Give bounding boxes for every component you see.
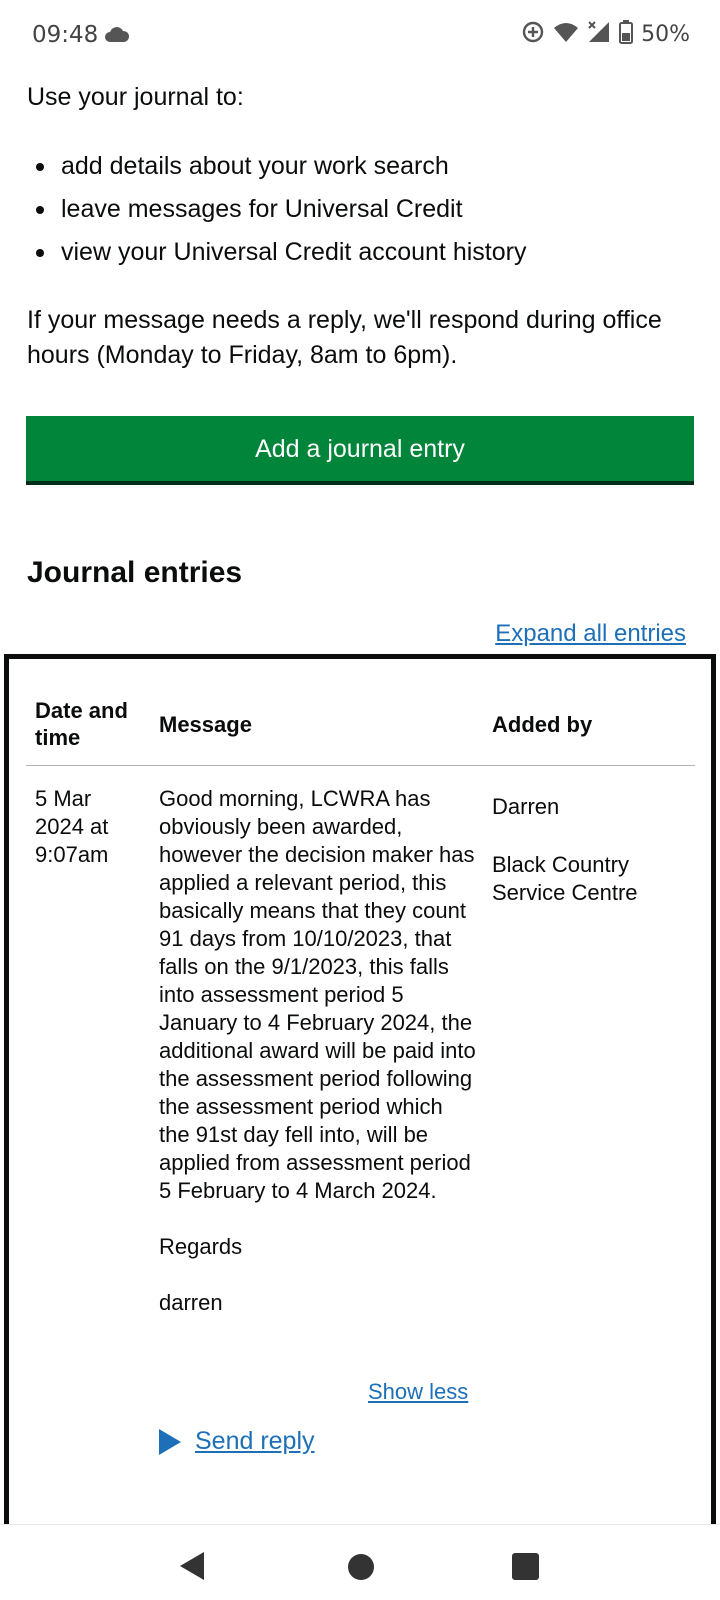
navigation-bar — [0, 1524, 720, 1600]
column-header-date: Date and time — [35, 698, 128, 750]
header-divider — [26, 765, 695, 766]
expand-all-entries-link[interactable]: Expand all entries — [495, 620, 686, 647]
recent-apps-icon[interactable] — [512, 1553, 539, 1580]
message-regards: Regards — [159, 1234, 243, 1259]
back-icon[interactable] — [180, 1552, 204, 1580]
status-bar — [0, 0, 720, 70]
office-hours-text: If your message needs a reply, we'll respond during office hours (Monday to Friday, 8am to 6pm). — [27, 306, 662, 369]
column-header-added-by: Added by — [492, 712, 593, 737]
added-by-name: Darren — [492, 794, 560, 819]
battery-percent: 50% — [641, 22, 690, 47]
list-item: add details about your work search — [27, 148, 697, 191]
show-less-link[interactable]: Show less — [368, 1379, 469, 1404]
cloud-icon — [104, 25, 130, 48]
message-body: Good morning, LCWRA has obviously been awarded, however the decision maker has applied a relevant period, this basically means that they count 91 days from 10/10/2023, that falls on the 9/1/2023, this falls into assessment period 5 January to 4 February 2024, the additional award will be paid into the assessment period following the assessment period which the 91st day fell into, will be applied from assessment period 5 February to 4 March 2024. — [159, 786, 476, 1203]
message-signature: darren — [159, 1290, 223, 1315]
signal-icon — [587, 20, 611, 49]
status-time: 09:48 — [32, 22, 99, 48]
battery-icon — [619, 20, 633, 49]
journal-entries-table — [4, 654, 716, 1524]
send-reply-label[interactable]: Send reply — [195, 1427, 315, 1455]
entry-added-by — [492, 793, 692, 907]
entry-date: 5 Mar 2024 at 9:07am — [35, 786, 109, 867]
column-header-message: Message — [159, 712, 252, 737]
added-by-office: Black Country Service Centre — [492, 852, 638, 905]
journal-entries-heading: Journal entries — [27, 556, 243, 589]
wifi-icon — [553, 21, 579, 48]
add-journal-entry-button[interactable]: Add a journal entry — [26, 416, 694, 485]
send-reply-toggle[interactable] — [159, 1427, 315, 1456]
data-saver-icon — [521, 20, 545, 49]
entry-message — [159, 785, 479, 1317]
list-item: view your Universal Credit account history — [27, 234, 697, 277]
list-item: leave messages for Universal Credit — [27, 191, 697, 234]
journal-uses-list — [27, 148, 697, 277]
journal-intro: Use your journal to: — [27, 83, 244, 111]
triangle-right-icon — [159, 1429, 181, 1455]
home-icon[interactable] — [348, 1554, 374, 1580]
